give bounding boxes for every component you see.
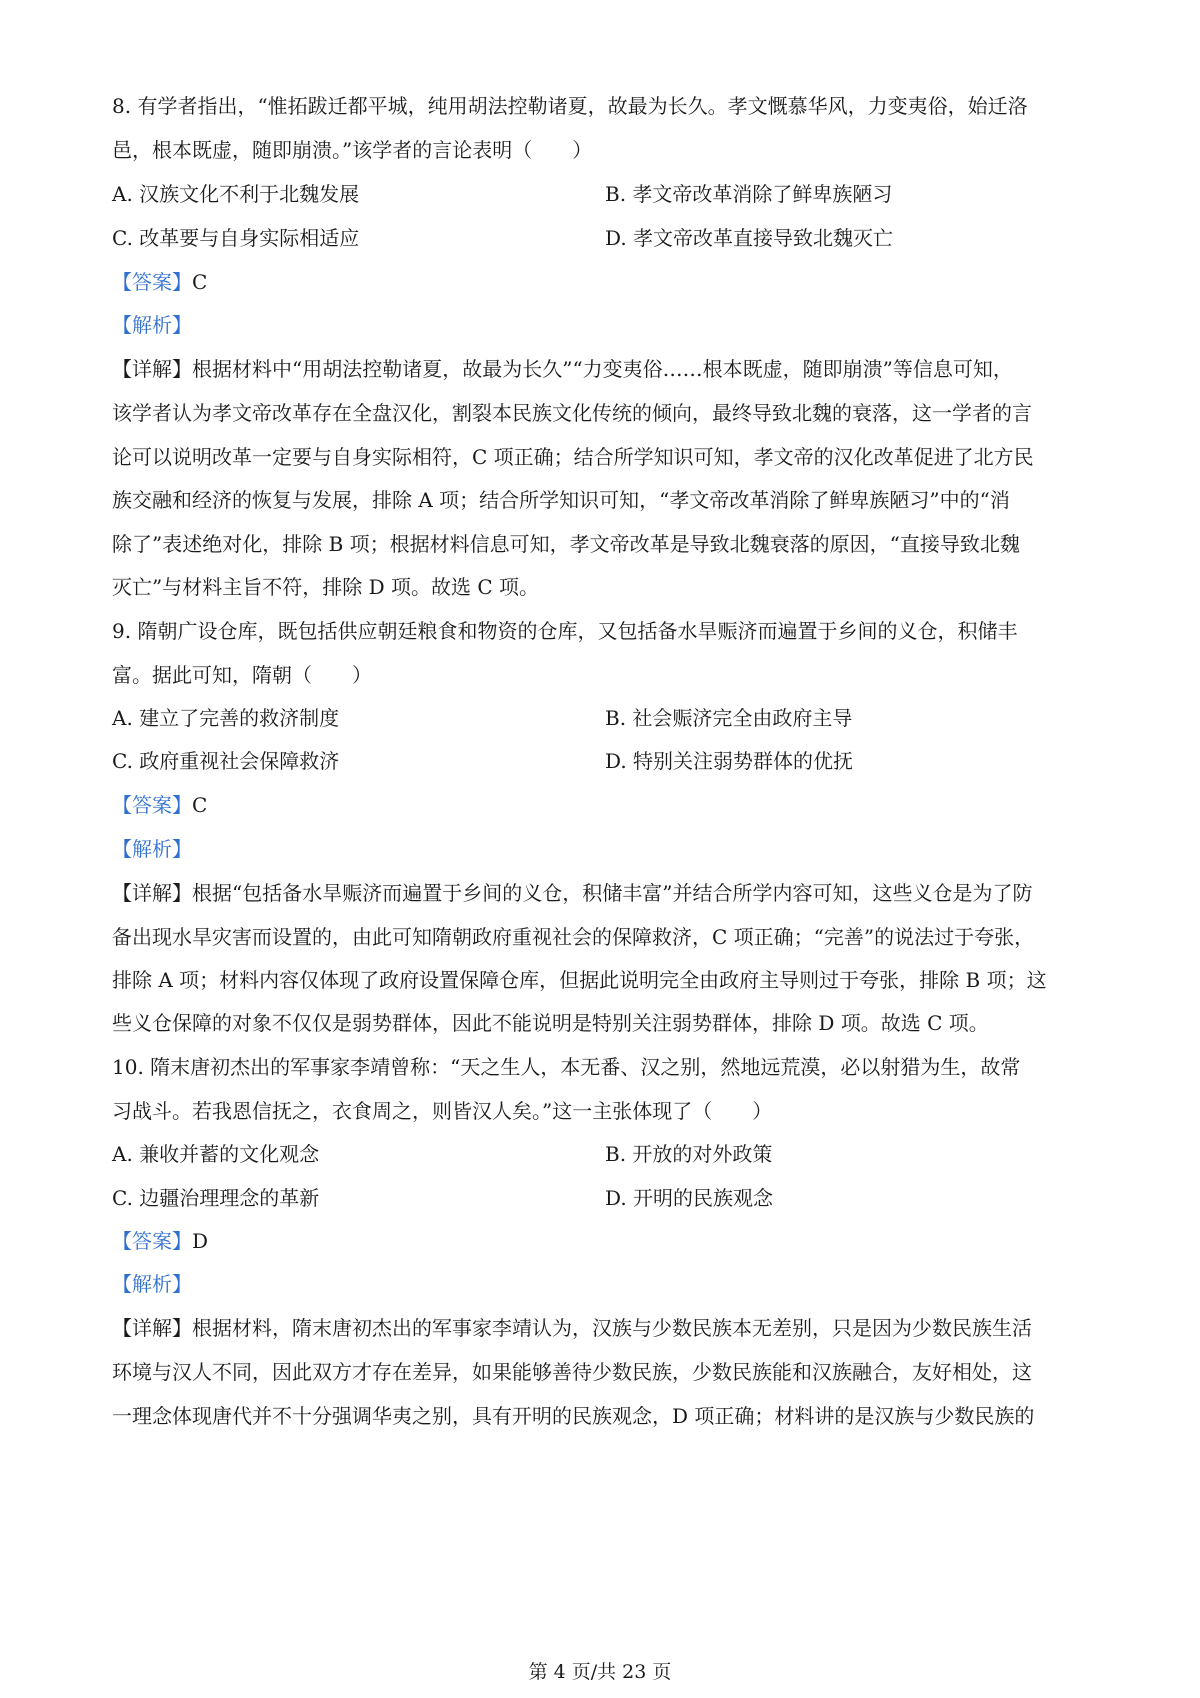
answer-line [112,1226,1110,1256]
detail-line: 一理念体现唐代并不十分强调华夷之别，具有开明的民族观念，D 项正确；材料讲的是汉族与少数民族的 [112,1404,1035,1428]
option-d: D. 开明的民族观念 [605,1186,774,1210]
option-b: B. 社会赈济完全由政府主导 [605,706,853,730]
analysis-line [112,310,1110,340]
answer-tag: 【答案】 [112,1229,192,1253]
detail-line [112,878,1110,908]
detail-line: 些义仓保障的对象不仅仅是弱势群体，因此不能说明是特别关注弱势群体，排除 D 项。故选 C 项。 [112,1011,989,1035]
detail-tag: 【详解】 [112,1316,192,1340]
answer-line [112,267,1110,297]
answer-value: C [192,793,208,817]
answer-value: C [192,270,208,294]
analysis-tag: 【解析】 [112,313,192,337]
option-d: D. 孝文帝改革直接导致北魏灭亡 [605,226,894,250]
detail-line: 除了”表述绝对化，排除 B 项；根据材料信息可知，孝文帝改革是导致北魏衰落的原因，“直接导致北魏 [112,532,1020,556]
option-c: C. 改革要与自身实际相适应 [112,226,360,250]
answer-value: D [192,1229,209,1253]
option-d: D. 特别关注弱势群体的优抚 [605,749,854,773]
question-stem: 8. 有学者指出，“惟拓跋迁都平城，纯用胡法控勒诸夏，故最为长久。孝文慨慕华风，力变夷俗，始迁洛 [112,94,1028,118]
question-stem: 10. 隋末唐初杰出的军事家李靖曾称：“天之生人，本无番、汉之别，然地远荒漠，必以射猎为生，故常 [112,1055,1021,1079]
analysis-line [112,834,1110,864]
option-a: A. 兼收并蓄的文化观念 [112,1142,320,1166]
analysis-line [112,1269,1110,1299]
option-c: C. 边疆治理理念的革新 [112,1186,320,1210]
option-a: A. 建立了完善的救济制度 [112,706,340,730]
option-c: C. 政府重视社会保障救济 [112,749,340,773]
question-stem: 富。据此可知，隋朝（ ） [112,663,372,687]
answer-tag: 【答案】 [112,793,192,817]
option-b: B. 开放的对外政策 [605,1142,773,1166]
analysis-tag: 【解析】 [112,1272,192,1296]
detail-line [112,354,1110,384]
detail-text: 根据材料，隋末唐初杰出的军事家李靖认为，汉族与少数民族本无差别，只是因为少数民族生活 [192,1316,1032,1340]
analysis-tag: 【解析】 [112,837,192,861]
detail-line: 备出现水旱灾害而设置的，由此可知隋朝政府重视社会的保障救济，C 项正确；“完善”的说法过于夸张， [112,925,1035,949]
detail-line: 灭亡”与材料主旨不符，排除 D 项。故选 C 项。 [112,575,539,599]
page-footer: 第 4 页/共 23 页 [528,1661,672,1683]
detail-line: 排除 A 项；材料内容仅体现了政府设置保障仓库，但据此说明完全由政府主导则过于夸张，排除 B 项；这 [112,968,1047,992]
detail-tag: 【详解】 [112,881,192,905]
detail-line [112,1313,1110,1343]
detail-text: 根据材料中“用胡法控勒诸夏，故最为长久”“力变夷俗……根本既虚，随即崩溃”等信息可知， [192,357,1013,381]
question-stem: 习战斗。若我恩信抚之，衣食周之，则皆汉人矣。”这一主张体现了（ ） [112,1099,773,1123]
detail-line: 该学者认为孝文帝改革存在全盘汉化，割裂本民族文化传统的倾向，最终导致北魏的衰落，这一学者的言 [112,401,1032,425]
answer-tag: 【答案】 [112,270,192,294]
option-a: A. 汉族文化不利于北魏发展 [112,182,360,206]
detail-line: 论可以说明改革一定要与自身实际相符，C 项正确；结合所学知识可知，孝文帝的汉化改革促进了北方民 [112,445,1034,469]
option-b: B. 孝文帝改革消除了鲜卑族陋习 [605,182,893,206]
detail-line: 族交融和经济的恢复与发展，排除 A 项；结合所学知识可知，“孝文帝改革消除了鲜卑族陋习”中的“消 [112,488,1010,512]
detail-line: 环境与汉人不同，因此双方才存在差异，如果能够善待少数民族，少数民族能和汉族融合，友好相处，这 [112,1360,1032,1384]
answer-line [112,790,1110,820]
question-stem: 邑，根本既虚，随即崩溃。”该学者的言论表明（ ） [112,138,593,162]
question-stem: 9. 隋朝广设仓库，既包括供应朝廷粮食和物资的仓库，又包括备水旱赈济而遍置于乡间的义仓，积储丰 [112,619,1018,643]
detail-text: 根据“包括备水旱赈济而遍置于乡间的义仓，积储丰富”并结合所学内容可知，这些义仓是为了防 [192,881,1033,905]
detail-tag: 【详解】 [112,357,192,381]
